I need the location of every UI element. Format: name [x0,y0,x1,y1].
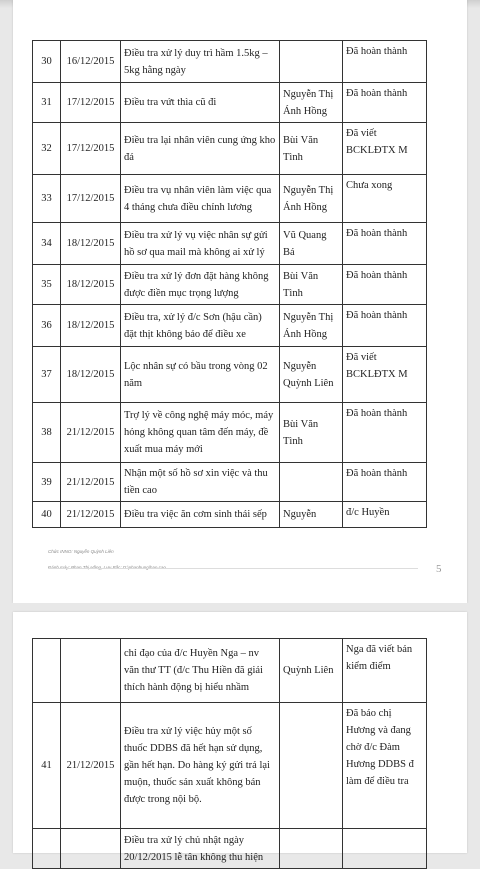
cell-no: 36 [33,305,61,347]
table-row [33,829,427,869]
cell-no [33,639,61,703]
cell-content: Điều tra lại nhân viên cung ứng kho đá [121,123,280,175]
table-row [33,403,427,463]
cell-no: 39 [33,463,61,502]
cell-date [61,639,121,703]
cell-person [280,703,343,829]
cell-content: Lộc nhân sự có bầu trong vòng 02 năm [121,347,280,403]
cell-content: Điều tra xử lý đơn đặt hàng không được điền mục trọng lượng [121,265,280,305]
cell-status [343,829,427,869]
cell-content: Điều tra vứt thìa cũ đi [121,83,280,123]
cell-date: 21/12/2015 [61,463,121,502]
cell-date: 18/12/2015 [61,305,121,347]
cell-no: 31 [33,83,61,123]
cell-status: Đã viết BCKLĐTX M [343,347,427,403]
table-row [33,175,427,223]
table-row [33,639,427,703]
cell-no: 37 [33,347,61,403]
table-row [33,305,427,347]
page-number: 5 [436,563,442,575]
table-row [33,83,427,123]
cell-person [280,41,343,83]
footer-divider [48,568,418,569]
footer-typist: Đánh máy: Phan Thị Hằng, Lưu Bắc: D:\phanhung\bao cao [48,565,166,570]
cell-person: Bùi Văn Tình [280,403,343,463]
cell-date: 17/12/2015 [61,175,121,223]
cell-person: Nguyễn Thị Ánh Hồng [280,175,343,223]
cell-status: Đã hoàn thành [343,305,427,347]
cell-content: Nhận một số hồ sơ xin việc và thu tiền cao [121,463,280,502]
cell-content: Điều tra, xử lý đ/c Sơn (hậu cần) đặt thịt không bảo để điều xe [121,305,280,347]
cell-date: 21/12/2015 [61,502,121,528]
cell-person: Vũ Quang Bá [280,223,343,265]
cell-status: Nga đã viết bản kiểm điểm [343,639,427,703]
table-row [33,463,427,502]
cell-status: Đã hoàn thành [343,41,427,83]
cell-person: Nguyễn Quỳnh Liên [280,347,343,403]
cell-status: Đã hoàn thành [343,265,427,305]
cell-date: 17/12/2015 [61,83,121,123]
table-row [33,265,427,305]
table-row [33,347,427,403]
cell-status: Đã viết BCKLĐTX M [343,123,427,175]
footer-author: Chức INNO: Nguyễn Quỳnh Liên [48,549,114,554]
cell-status: đ/c Huyền [343,502,427,528]
cell-content: Điều tra xử lý duy trì hầm 1.5kg – 5kg hằng ngày [121,41,280,83]
cell-person [280,463,343,502]
cell-content: Điều tra việc ăn cơm sinh thái sếp [121,502,280,528]
cell-no: 35 [33,265,61,305]
cell-status: Đã hoàn thành [343,83,427,123]
cell-status: Đã hoàn thành [343,223,427,265]
cell-date: 21/12/2015 [61,403,121,463]
cell-status: Đã hoàn thành [343,403,427,463]
cell-date: 16/12/2015 [61,41,121,83]
cell-person: Bùi Văn Tình [280,265,343,305]
cell-status: Đã hoàn thành [343,463,427,502]
cell-date: 18/12/2015 [61,347,121,403]
cell-person [280,829,343,869]
cell-status: Chưa xong [343,175,427,223]
cell-date [61,829,121,869]
cell-no: 34 [33,223,61,265]
cell-no: 30 [33,41,61,83]
table-row [33,502,427,528]
cell-person: Nguyễn [280,502,343,528]
cell-content: Điều tra xử lý việc hủy một số thuốc DDBS đã hết hạn sử dụng, gần hết hạn. Do hàng ký gửi trả lại muộn, thuốc sản xuất không bán được trong nội bộ. [121,703,280,829]
cell-date: 17/12/2015 [61,123,121,175]
cell-no: 38 [33,403,61,463]
cell-no: 33 [33,175,61,223]
table-row [33,703,427,829]
cell-person: Nguyễn Thị Ánh Hồng [280,305,343,347]
cell-no: 40 [33,502,61,528]
cell-content: Điều tra xử lý vụ việc nhân sự gửi hồ sơ qua mail mà không ai xử lý [121,223,280,265]
investigation-table-page-1 [32,40,427,528]
cell-person: Quỳnh Liên [280,639,343,703]
cell-content: Điều tra xử lý chủ nhật ngày 20/12/2015 lễ tân không thu hiện [121,829,280,869]
cell-content: Điều tra vụ nhân viên làm việc qua 4 tháng chưa điều chỉnh lương [121,175,280,223]
table-row [33,123,427,175]
cell-date: 18/12/2015 [61,265,121,305]
cell-content: Trợ lý về công nghệ máy móc, máy hỏng không quan tâm đến máy, đề xuất mua máy mới [121,403,280,463]
cell-content: chỉ đạo của đ/c Huyền Nga – nv văn thư TT (đ/c Thu Hiền đã giải thích hành động bị hiểu nhầm [121,639,280,703]
investigation-table-page-2 [32,638,427,869]
cell-no: 32 [33,123,61,175]
cell-person: Nguyễn Thị Ánh Hồng [280,83,343,123]
cell-date: 18/12/2015 [61,223,121,265]
cell-no [33,829,61,869]
table-row [33,223,427,265]
cell-status: Đã báo chị Hương và đang chờ đ/c Đàm Hương DDBS đ làm để điều tra [343,703,427,829]
cell-person: Bùi Văn Tình [280,123,343,175]
cell-no: 41 [33,703,61,829]
table-row [33,41,427,83]
page-separator [0,603,480,612]
cell-date: 21/12/2015 [61,703,121,829]
